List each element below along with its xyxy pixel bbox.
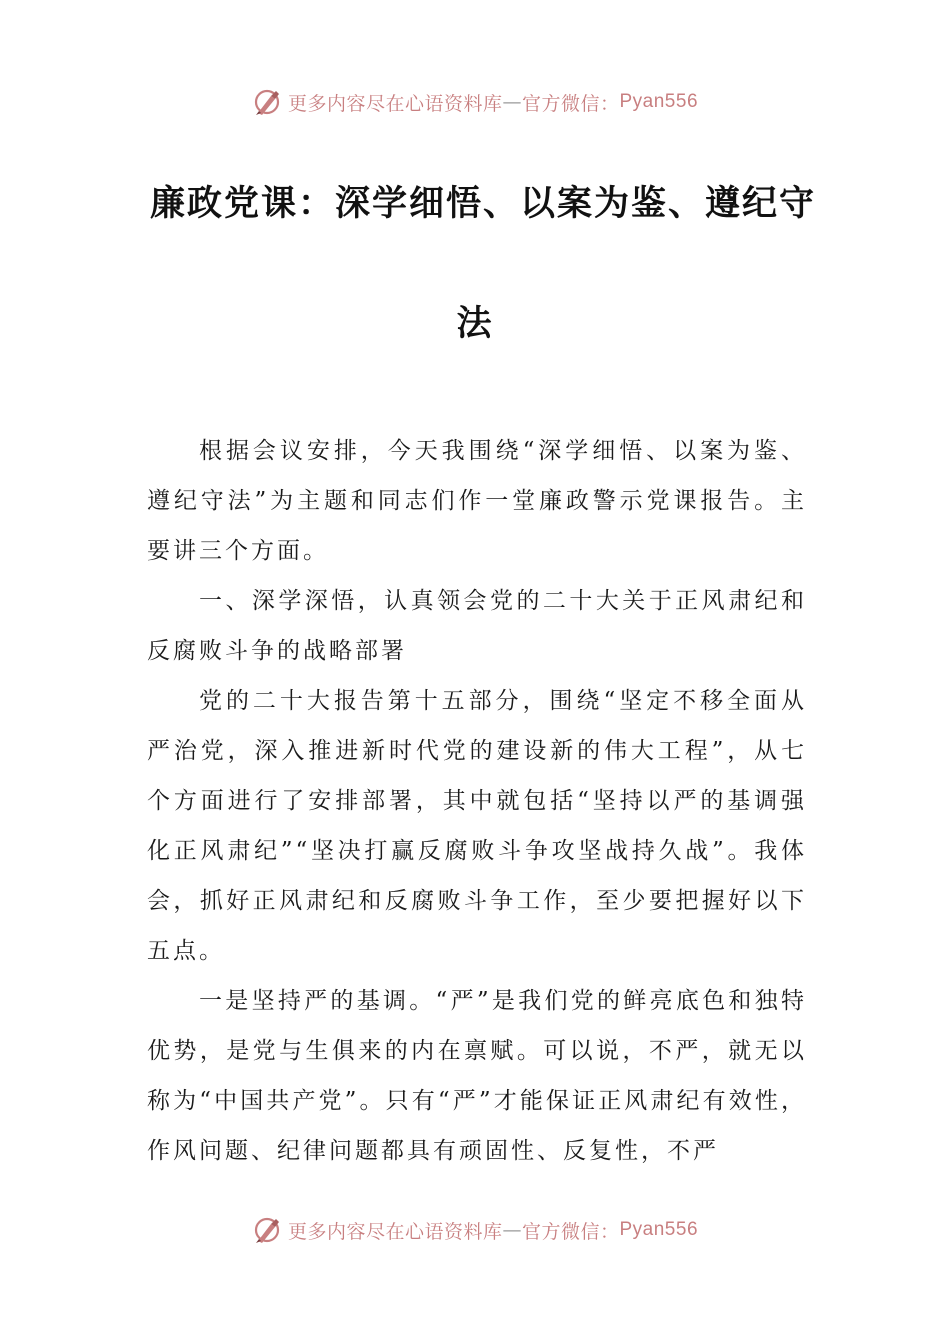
section-heading-1: 一、深学深悟，认真领会党的二十大关于正风肃纪和反腐败斗争的战略部署 (147, 588, 807, 664)
watermark-contact-label: 官方微信： (521, 1220, 620, 1243)
paragraph-report-overview: 党的二十大报告第十五部分，围绕“坚定不移全面从严治党，深入推进新时代党的建设新的伟大工程”，从七个方面进行了安排部署，其中就包括“坚持以严的基调强化正风肃纪”“坚决打赢反腐败斗争攻坚战持久战”。我体会，抓好正风肃纪和反腐败斗争工作，至少要把握好以下五点。 (147, 688, 807, 964)
watermark-contact-label: 官方微信： (521, 92, 620, 115)
watermark-separator: — (502, 1219, 522, 1241)
document-title-line-2: 法 (456, 304, 494, 344)
watermark-separator: — (502, 91, 522, 113)
watermark-contact-id: Pyan556 (619, 1219, 699, 1240)
watermark-footer (0, 1210, 950, 1250)
watermark-text: 更多内容尽在心语资料库 (287, 92, 503, 115)
watermark-header (0, 82, 950, 122)
paragraph-intro: 根据会议安排，今天我围绕“深学细悟、以案为鉴、遵纪守法”为主题和同志们作一堂廉政警示党课报告。主要讲三个方面。 (147, 438, 807, 564)
watermark-contact-id: Pyan556 (619, 91, 699, 112)
pen-logo-icon (252, 1215, 282, 1245)
pen-logo-icon (252, 87, 282, 117)
paragraph-point-1: 一是坚持严的基调。“严”是我们党的鲜亮底色和独特优势，是党与生俱来的内在禀赋。可以说，不严，就无以称为“中国共产党”。只有“严”才能保证正风肃纪有效性，作风问题、纪律问题都具有顽固性、反复性，不严 (147, 988, 807, 1164)
watermark-text: 更多内容尽在心语资料库 (287, 1220, 503, 1243)
document-title-line-1: 廉政党课：深学细悟、以案为鉴、遵纪守 (150, 184, 817, 224)
document-body (147, 426, 807, 1176)
